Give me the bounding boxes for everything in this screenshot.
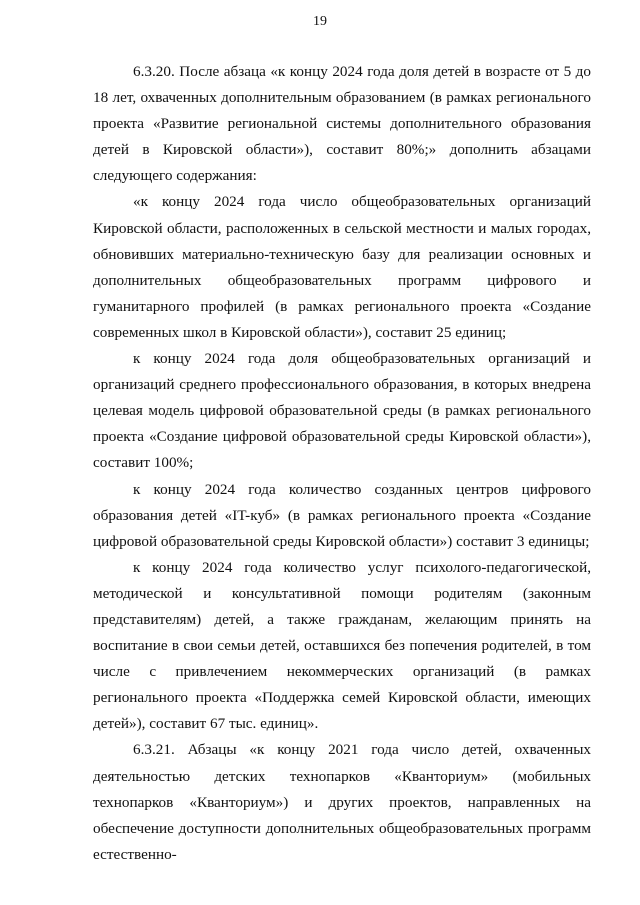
paragraph-family-support: к концу 2024 года количество услуг психолого-педагогической, методической и консультативной помощи родителям (законным представителям) детей, а также гражданам, желающим принять на воспитание в свои семьи детей, оставшихся без попечения родителей, в том числе с привлечением некоммерческих организаций (в рамках регионального проекта «Поддержка семей Кировской области, имеющих детей»), составит 67 тыс. единиц». bbox=[93, 558, 591, 733]
paragraph-it-cube: к концу 2024 года количество созданных центров цифрового образования детей «IT-куб» (в рамках регионального проекта «Создание цифровой образовательной среды Кировской области») составит 3 единицы; bbox=[93, 480, 591, 550]
page-number: 19 bbox=[313, 14, 327, 29]
paragraph-6-3-20: 6.3.20. После абзаца «к концу 2024 года доля детей в возрасте от 5 до 18 лет, охваченных дополнительным образованием (в рамках регионального проекта «Развитие региональной системы дополнительного образования детей в Кировской области»), составит 80%;» дополнить абзацами следующего содержания: bbox=[93, 63, 591, 185]
document-body bbox=[93, 59, 591, 868]
paragraph-digital-environment: к концу 2024 года доля общеобразовательных организаций и организаций среднего профессионального образования, в которых внедрена целевая модель цифровой образовательной среды (в рамках регионального проекта «Создание цифровой образовательной среды Кировской области»), составит 100%; bbox=[93, 350, 591, 472]
paragraph-rural-schools: «к концу 2024 года число общеобразовательных организаций Кировской области, расположенных в сельской местности и малых городах, обновивших материально-техническую базу для реализации основных и дополнительных общеобразовательных программ цифрового и гуманитарного профилей (в рамках регионального проекта «Создание современных школ в Кировской области»), составит 25 единиц; bbox=[93, 193, 591, 341]
paragraph-6-3-21: 6.3.21. Абзацы «к концу 2021 года число детей, охваченных деятельностью детских технопарков «Кванториум» (мобильных технопарков «Кванториум») и других проектов, направленных на обеспечение доступности дополнительных общеобразовательных программ естественно- bbox=[93, 741, 591, 863]
